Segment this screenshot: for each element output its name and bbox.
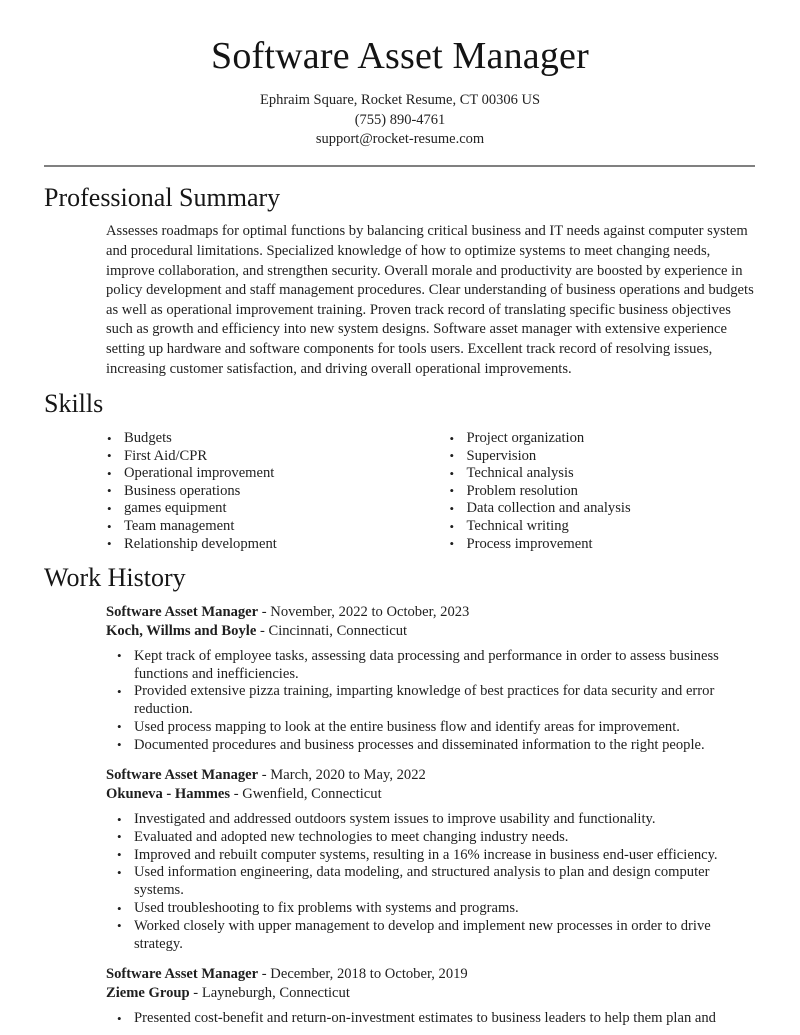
job-entry [106, 766, 755, 953]
skill-item: • Relationship development [106, 536, 431, 554]
job-location: Gwenfield, Connecticut [242, 786, 382, 803]
skill-item: • Business operations [106, 483, 431, 501]
work-history-body [44, 603, 755, 1028]
job-company: Okuneva - Hammes [106, 786, 231, 803]
skill-item: • Project organization [449, 430, 756, 448]
job-title-line: Software Asset Manager - March, 2020 to May, 2022 [106, 767, 426, 784]
skill-item: • Budgets [106, 430, 431, 448]
job-location: Cincinnati, Connecticut [268, 622, 408, 639]
job-entry [106, 965, 755, 1027]
job-dates: December, 2018 to October, 2019 [270, 966, 468, 983]
job-bullet-list [106, 648, 755, 755]
job-bullet: • Used troubleshooting to fix problems with systems and programs. [116, 900, 755, 918]
job-bullet-list [106, 811, 755, 953]
summary-body [44, 222, 755, 379]
job-dates: November, 2022 to October, 2023 [270, 604, 470, 621]
skills-column-left [106, 430, 431, 553]
job-bullet: • Kept track of employee tasks, assessing data processing and performance in order to assess business functions and inefficiencies. [116, 648, 755, 684]
skill-item: • First Aid/CPR [106, 448, 431, 466]
job-bullet: • Worked closely with upper management to develop and implement new processes in order to drive strategy. [116, 918, 755, 954]
skills-columns [106, 430, 755, 553]
contact-address: Ephraim Square, Rocket Resume, CT 00306 US [259, 92, 541, 109]
job-list [106, 603, 755, 1028]
skill-item: • Operational improvement [106, 465, 431, 483]
job-bullet: • Used process mapping to look at the entire business flow and identify areas for improvement. [116, 719, 755, 737]
job-bullet: • Used information engineering, data modeling, and structured analysis to plan and design computer systems. [116, 864, 755, 900]
skill-item: • Data collection and analysis [449, 500, 756, 518]
work-history-heading: Work History [44, 563, 186, 593]
skill-item: • Process improvement [449, 536, 756, 554]
section-work-history [0, 553, 800, 1028]
job-title: Software Asset Manager [106, 767, 259, 784]
skills-list-left [106, 430, 431, 553]
job-location: Layneburgh, Connecticut [201, 985, 350, 1002]
summary-heading: Professional Summary [44, 182, 281, 212]
job-company: Zieme Group [106, 985, 190, 1002]
job-title-line: Software Asset Manager - November, 2022 to October, 2023 [106, 604, 470, 621]
job-company-line: Okuneva - Hammes - Gwenfield, Connecticut [106, 786, 382, 803]
job-bullet-list [106, 1010, 755, 1028]
skills-list-right [449, 430, 756, 553]
summary-text: Assesses roadmaps for optimal functions by balancing critical business and IT needs against computer system and procedural limitations. Specialized knowledge of how to optimize systems to meet changing needs, improve collaboration, and strengthen security. Overall morale and productivity are boosted by experience in policy development and staff management procedures. Clear understanding of business operations and budgets as well as operational improvement training. Proven track record of translating specific business objectives such as growth and efficiency into new system designs. Software asset manager with extensive experience setting up hardware and software components for tools users. Excellent track record of resolving issues, increasing customer satisfaction, and driving overall operational improvements. [106, 223, 754, 377]
job-entry [106, 603, 755, 754]
job-bullet: • Provided extensive pizza training, imparting knowledge of best practices for data security and error reduction. [116, 683, 755, 719]
skill-item: • Technical analysis [449, 465, 756, 483]
job-company-line: Koch, Willms and Boyle - Cincinnati, Connecticut [106, 622, 408, 639]
job-company-line: Zieme Group - Layneburgh, Connecticut [106, 985, 350, 1002]
job-title: Software Asset Manager [106, 966, 259, 983]
page-title: Software Asset Manager [211, 35, 589, 77]
skill-item: • Technical writing [449, 518, 756, 536]
job-title-line: Software Asset Manager - December, 2018 to October, 2019 [106, 966, 468, 983]
job-bullet: • Documented procedures and business processes and disseminated information to the right people. [116, 737, 755, 755]
job-title: Software Asset Manager [106, 604, 259, 621]
job-bullet: • Improved and rebuilt computer systems, resulting in a 16% increase in business end-user efficiency. [116, 847, 755, 865]
skill-item: • Problem resolution [449, 483, 756, 501]
contact-phone: (755) 890-4761 [354, 111, 446, 128]
resume-header [0, 0, 800, 150]
skill-item: • games equipment [106, 500, 431, 518]
skills-heading: Skills [44, 389, 104, 419]
job-dates: March, 2020 to May, 2022 [270, 767, 426, 784]
skill-item: • Team management [106, 518, 431, 536]
skill-item: • Supervision [449, 448, 756, 466]
section-professional-summary [0, 167, 800, 380]
job-bullet: • Investigated and addressed outdoors system issues to improve usability and functionality. [116, 811, 755, 829]
job-bullet: • Evaluated and adopted new technologies to meet changing industry needs. [116, 829, 755, 847]
contact-email: support@rocket-resume.com [315, 131, 485, 148]
skills-column-right [431, 430, 756, 553]
section-skills [0, 379, 800, 553]
skills-body [44, 430, 755, 553]
job-bullet: • Presented cost-benefit and return-on-investment estimates to business leaders to help them plan and [116, 1010, 755, 1028]
job-company: Koch, Willms and Boyle [106, 622, 257, 639]
